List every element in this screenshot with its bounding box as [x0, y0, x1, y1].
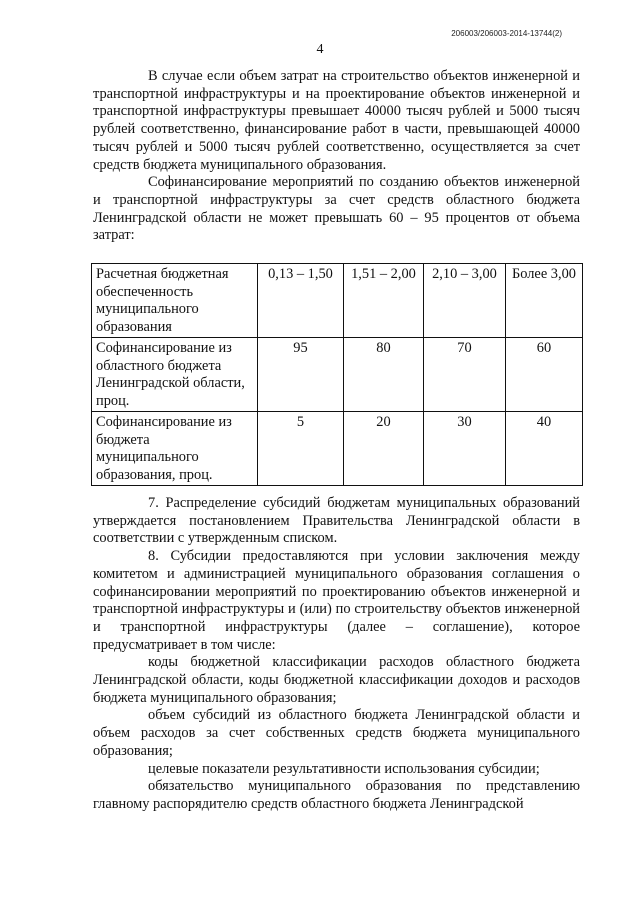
table-row [92, 338, 583, 412]
paragraph: коды бюджетной классификации расходов областного бюджета Ленинградской области, коды бюджетной классификации доходов и расходов бюджета муниципального образования; [93, 654, 580, 706]
table-cell: 1,51 – 2,00 [344, 264, 424, 338]
document-id: 206003/206003-2014-13744(2) [451, 29, 562, 38]
paragraph: В случае если объем затрат на строительство объектов инженерной и транспортной инфраструктуры и на проектирование объектов инженерной и транспортной инфраструктуры превышает 40000 тысяч рублей и 5000 тысяч рублей соответственно, финансирование работ в части, превышающей 40000 тысяч рублей и 5000 тысяч рублей соответственно, осуществляется за счет средств бюджета муниципального образования. [93, 68, 580, 173]
table-cell: 20 [344, 412, 424, 486]
table-cell: 40 [506, 412, 583, 486]
paragraph: целевые показатели результативности использования субсидии; [148, 760, 540, 777]
paragraph: Софинансирование мероприятий по созданию объектов инженерной и транспортной инфраструктуры за счет средств областного бюджета Ленинградской области не может превышать 60 – 95 процентов от объема затрат: [93, 174, 580, 244]
paragraph: 8. Субсидии предоставляются при условии заключения между комитетом и администрацией муниципального образования соглашения о софинансировании мероприятий по проектированию объектов инженерной и транспортной инфраструктуры и (или) по строительству объектов инженерной и транспортной инфраструктуры (далее – соглашение), которое предусматривает в том числе: [93, 548, 580, 653]
page-number: 4 [316, 42, 324, 57]
table-row-header: Софинансирование из бюджета муниципального образования, проц. [92, 412, 258, 486]
table-cell: 2,10 – 3,00 [424, 264, 506, 338]
table-cell: 0,13 – 1,50 [258, 264, 344, 338]
table-row-header: Расчетная бюджетная обеспеченность муниципального образования [92, 264, 258, 338]
table-cell: 70 [424, 338, 506, 412]
table-row [92, 412, 583, 486]
table-cell: 95 [258, 338, 344, 412]
table-cell: 80 [344, 338, 424, 412]
table-cell: 30 [424, 412, 506, 486]
cofinancing-table [91, 263, 583, 486]
table-cell: Более 3,00 [506, 264, 583, 338]
paragraph: обязательство муниципального образования по представлению главному распорядителю средств областного бюджета Ленинградской [93, 778, 580, 812]
table-cell: 5 [258, 412, 344, 486]
table-cell: 60 [506, 338, 583, 412]
document-body [93, 68, 580, 814]
paragraph: объем субсидий из областного бюджета Ленинградской области и объем расходов за счет собственных средств бюджета муниципального образования; [93, 707, 580, 759]
table-row [92, 264, 583, 338]
cofinancing-table-wrapper [93, 263, 580, 486]
table-row-header: Софинансирование из областного бюджета Ленинградской области, проц. [92, 338, 258, 412]
paragraph: 7. Распределение субсидий бюджетам муниципальных образований утверждается постановлением Правительства Ленинградской области в соответствии с утвержденным списком. [93, 495, 580, 547]
